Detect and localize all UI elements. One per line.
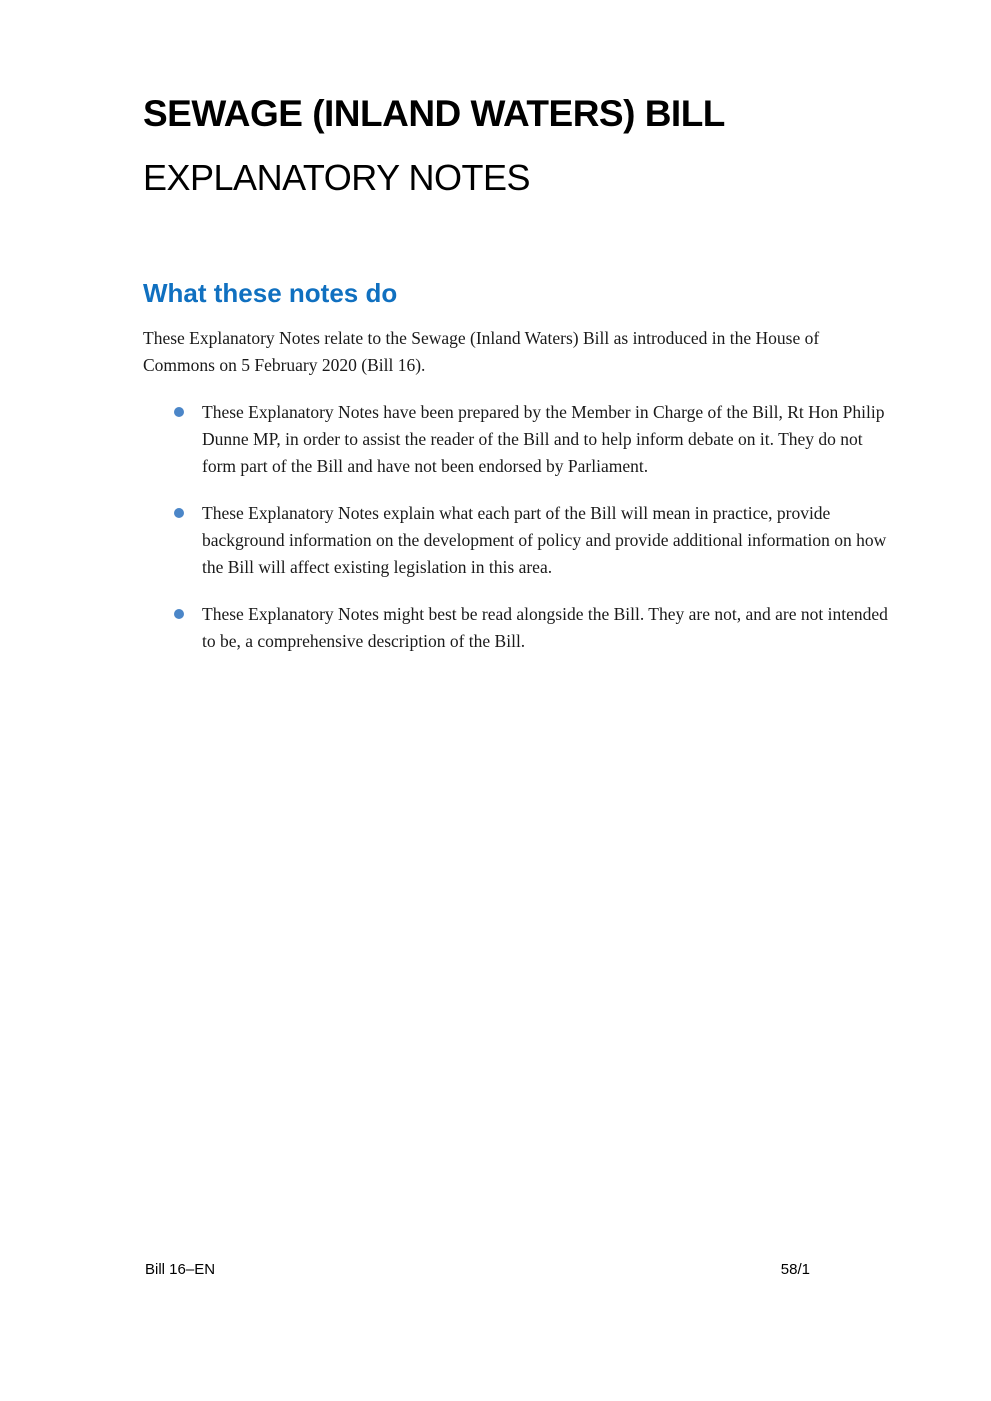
doc-subtitle: EXPLANATORY NOTES <box>143 157 530 198</box>
bullet-dot-icon <box>174 508 184 518</box>
bullet-text: These Explanatory Notes might best be read alongside the Bill. They are not, and are not intended to be, a comprehensive description of the Bill. <box>202 604 888 651</box>
bullet-dot-icon <box>174 609 184 619</box>
bullet-text: These Explanatory Notes explain what each part of the Bill will mean in practice, provide background information on the development of policy and provide additional information on how the Bill will affect existing legislation in this area. <box>202 503 887 577</box>
page-footer <box>145 1260 810 1280</box>
notes-bullet-list <box>143 399 891 655</box>
bullet-item <box>143 601 891 655</box>
footer-bill-number: Bill 16–EN <box>145 1261 216 1278</box>
bullet-item <box>143 500 891 581</box>
bill-title: SEWAGE (INLAND WATERS) BILL <box>143 93 725 134</box>
bullet-text: These Explanatory Notes have been prepared by the Member in Charge of the Bill, Rt Hon Philip Dunne MP, in order to assist the reader of the Bill and to help inform debate on it. They do not form part of the Bill and have not been endorsed by Parliament. <box>202 402 885 476</box>
footer-page-number: 58/1 <box>780 1261 810 1278</box>
bullet-dot-icon <box>174 407 184 417</box>
bullet-item <box>143 399 891 480</box>
intro-paragraph: These Explanatory Notes relate to the Sewage (Inland Waters) Bill as introduced in the House of Commons on 5 February 2020 (Bill 16). <box>143 328 820 375</box>
page-content <box>143 0 891 675</box>
section-heading: What these notes do <box>143 278 398 308</box>
